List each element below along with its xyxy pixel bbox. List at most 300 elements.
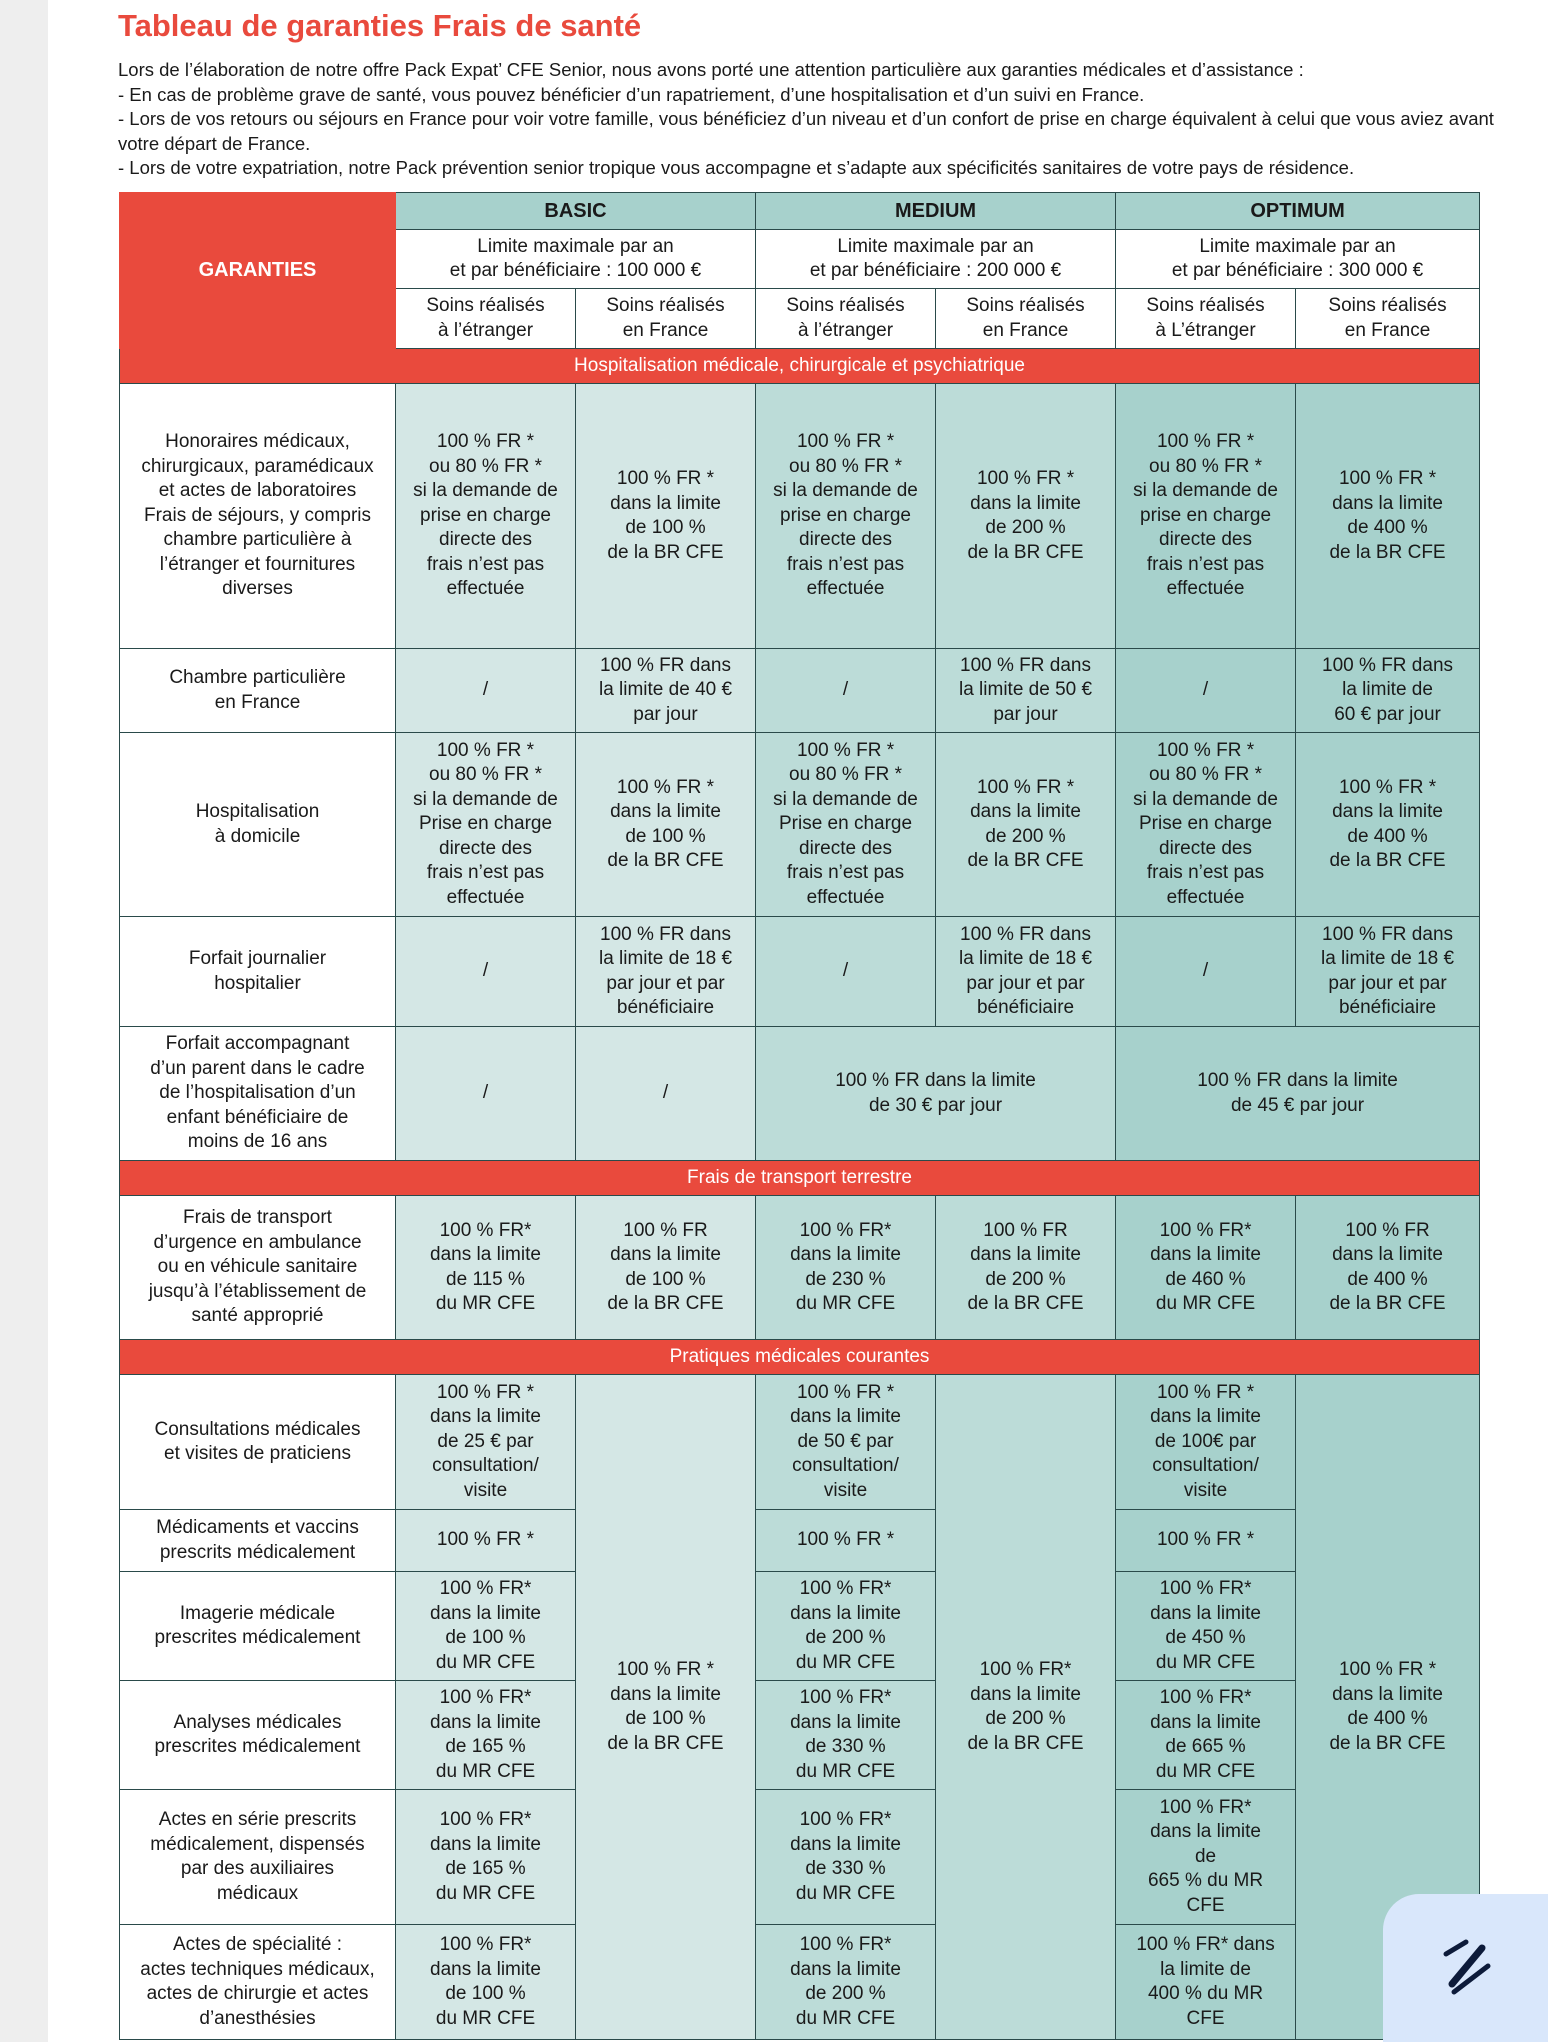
cell-text-line: 100 % FR * <box>436 1529 535 1551</box>
medium-abroad-header: Soins réalisés à l’étranger <box>756 289 936 349</box>
cell-text-line: 100 % FR* <box>439 1687 532 1708</box>
cell-text-line: CFE <box>1186 1894 1225 1916</box>
cell-text-line: de 230 % <box>805 1268 886 1290</box>
cell-text-line: CFE <box>1186 2007 1225 2029</box>
cell-text-line: ou 80 % FR * <box>1149 764 1263 786</box>
cell-text-line: de 100 % <box>445 1627 526 1648</box>
cell-text-line: 100 % FR <box>983 1219 1068 1241</box>
cell-text-line: consultation/ <box>792 1455 899 1477</box>
cell-medium-abroad <box>756 1375 936 1510</box>
cell-text-line: du MR CFE <box>435 1760 536 1782</box>
cell-text-line: du MR CFE <box>435 1651 536 1673</box>
cell-text-line: de 30 € par jour <box>868 1094 1003 1116</box>
cell-text-line: dans la limite <box>430 1958 541 1980</box>
cell-text-line: dans la limite <box>970 1244 1081 1265</box>
cell-basic-france <box>576 384 756 649</box>
cell-text-line: effectuée <box>806 578 885 600</box>
row-label-actes-serie <box>120 1790 396 1925</box>
cell-text-line: directe des <box>1159 837 1252 859</box>
cell-text-line: Consultations médicales <box>154 1418 361 1440</box>
cell-basic-france <box>576 1027 756 1161</box>
cell-text-line: en France <box>214 691 301 713</box>
cell-text-line: de 330 % <box>805 1736 886 1757</box>
cell-text-line: de 100 % <box>445 1983 526 2004</box>
cell-text-line: dans la limite <box>610 492 721 514</box>
cell-text-line: jusqu’à l’établissement de <box>148 1280 367 1302</box>
edit-pen-icon <box>1438 1936 1498 2000</box>
cell-text-line: la limite de 18 € <box>1320 948 1455 969</box>
cell-text-line: 100 % FR dans <box>1322 654 1454 676</box>
cell-text-line: de 200 % <box>805 1627 886 1648</box>
cell-text-line: de 25 € par <box>437 1430 534 1452</box>
cell-text-line: Forfait journalier <box>188 948 327 969</box>
cell-text-line: dans la limite <box>970 1683 1081 1705</box>
cell-text-line: chirurgicaux, paramédicaux <box>141 455 374 477</box>
medium-france-header: Soins réalisés en France <box>936 289 1116 349</box>
cell-text-line: la limite de <box>1342 679 1433 701</box>
table-row <box>120 1572 1480 1681</box>
table-row <box>120 1196 1480 1340</box>
cell-text-line: 100 % FR <box>623 1219 708 1241</box>
cell-text-line: de la BR CFE <box>967 1732 1084 1754</box>
cell-text-line: ou 80 % FR * <box>789 764 903 786</box>
cell-text-line: effectuée <box>1166 886 1245 908</box>
basic-abroad-header: Soins réalisés à l’étranger <box>396 289 576 349</box>
cell-optimum-france <box>1296 917 1480 1027</box>
cell-optimum-abroad <box>1116 917 1296 1027</box>
table-row <box>120 384 1480 649</box>
row-label-chambre <box>120 649 396 733</box>
cell-text-line: d’urgence en ambulance <box>153 1231 362 1253</box>
intro-text <box>118 58 1528 181</box>
cell-text-line: du MR CFE <box>1155 1651 1256 1673</box>
cell-text-line: Médicaments et vaccins <box>156 1517 359 1538</box>
cell-text-line: frais n’est pas <box>426 862 545 884</box>
cell-text-line: par des auxiliaires <box>180 1858 335 1879</box>
table-row <box>120 1925 1480 2040</box>
cell-text-line: de 45 € par jour <box>1230 1094 1365 1116</box>
cell-basic-france <box>576 733 756 917</box>
cell-text-line: 100 % FR* <box>1159 1796 1252 1818</box>
cell-basic-abroad <box>396 1572 576 1681</box>
cell-text-line: / <box>842 960 849 982</box>
cell-text-line: de la BR CFE <box>967 1293 1084 1314</box>
cell-text-line: dans la limite <box>1150 1711 1261 1733</box>
cell-text-line: la limite de 18 € <box>958 948 1093 969</box>
row-label-medicaments <box>120 1510 396 1572</box>
cell-text-line: par jour <box>633 703 698 725</box>
cell-text-line: de la BR CFE <box>607 850 724 871</box>
cell-basic-abroad <box>396 1790 576 1925</box>
cell-text-line: 100 % FR * <box>1338 1659 1437 1680</box>
cell-text-line: effectuée <box>1166 578 1245 600</box>
cell-basic-abroad <box>396 1196 576 1340</box>
cell-text-line: frais n’est pas <box>426 553 545 575</box>
cell-text-line: 100 % FR* <box>439 1578 532 1599</box>
cell-text-line: actes de chirurgie et actes <box>146 1983 369 2004</box>
cell-text-line: 100 % FR <box>1345 1219 1430 1241</box>
cell-medium-merged <box>756 1027 1116 1161</box>
cell-text-line: 100 % FR* <box>439 1219 532 1241</box>
row-label-honoraires <box>120 384 396 649</box>
cell-text-line: hospitalier <box>214 972 301 994</box>
cell-text-line: de 450 % <box>1165 1627 1246 1648</box>
cell-text-line: de 400 % <box>1347 1268 1428 1290</box>
cell-text-line: effectuée <box>806 886 885 908</box>
cell-basic-abroad <box>396 1925 576 2040</box>
cell-text-line: 100 % FR * <box>436 1381 535 1403</box>
cell-text-line: de 165 % <box>445 1858 526 1879</box>
row-label-specialite <box>120 1925 396 2040</box>
cell-text-line: si la demande de <box>1133 788 1278 810</box>
cell-text-line: médicaux <box>216 1882 299 1904</box>
cell-text-line: par jour et par <box>1328 972 1447 994</box>
cell-optimum-abroad <box>1116 1681 1296 1790</box>
cell-text-line: 100 % FR * <box>796 739 895 761</box>
cell-text-line: 100 % FR * <box>436 739 535 761</box>
cell-text-line: dans la limite <box>430 1406 541 1428</box>
cell-text-line: de 100 % <box>625 825 706 847</box>
cell-text-line: frais n’est pas <box>1146 553 1265 575</box>
cell-text-line: prise en charge <box>1140 504 1272 526</box>
cell-text-line: dans la limite <box>610 1244 721 1265</box>
cell-basic-abroad <box>396 1027 576 1161</box>
cell-text-line: la limite de 40 € <box>598 679 733 701</box>
cell-optimum-abroad <box>1116 1375 1296 1510</box>
cell-text-line: prise en charge <box>780 504 911 526</box>
cell-optimum-abroad <box>1116 1510 1296 1572</box>
cell-text-line: l’étranger et fournitures <box>159 553 356 575</box>
cell-text-line: 100 % FR dans <box>600 654 731 676</box>
cell-text-line: directe des <box>439 837 532 859</box>
cell-basic-france <box>576 917 756 1027</box>
cell-text-line: Actes en série prescrits <box>158 1809 357 1830</box>
cell-text-line: 100 % FR* <box>799 1934 892 1955</box>
cell-optimum-france <box>1296 649 1480 733</box>
plan-basic-limit: Limite maximale par an et par bénéficiaire : 100 000 € <box>396 230 756 289</box>
cell-text-line: dans la limite <box>430 1602 541 1624</box>
row-label-forfait-journalier <box>120 917 396 1027</box>
cell-text-line: diverses <box>222 578 293 600</box>
cell-text-line: visite <box>463 1479 508 1501</box>
cell-text-line: 100 % FR * <box>796 1529 895 1551</box>
cell-text-line: par jour et par <box>606 972 725 994</box>
cell-text-line: consultation/ <box>432 1455 539 1477</box>
row-label-consultations <box>120 1375 396 1510</box>
cell-text-line: de 100€ par <box>1154 1430 1257 1452</box>
cell-text-line: 100 % FR * <box>436 431 535 453</box>
cell-text-line: ou 80 % FR * <box>429 455 542 477</box>
cell-text-line: prescrits médicalement <box>159 1541 356 1563</box>
cell-medium-abroad <box>756 1925 936 2040</box>
cell-text-line: moins de 16 ans <box>187 1131 328 1153</box>
cell-text-line: Hospitalisation <box>195 801 320 822</box>
cell-text-line: Actes de spécialité : <box>173 1934 342 1955</box>
cell-text-line: dans la limite <box>790 1711 901 1733</box>
plan-optimum-limit: Limite maximale par an et par bénéficiaire : 300 000 € <box>1116 230 1480 289</box>
cell-basic-abroad <box>396 1375 576 1510</box>
cell-text-line: dans la limite <box>790 1833 901 1855</box>
cell-optimum-abroad <box>1116 733 1296 917</box>
cell-medium-france <box>936 649 1116 733</box>
cell-text-line: dans la limite <box>790 1602 901 1624</box>
table-row <box>120 1027 1480 1161</box>
cell-text-line: prescrites médicalement <box>154 1627 361 1648</box>
cell-text-line: la limite de 18 € <box>598 948 733 969</box>
cell-text-line: du MR CFE <box>795 2007 896 2029</box>
cell-medium-abroad <box>756 1681 936 1790</box>
cell-text-line: 100 % FR dans la limite <box>835 1070 1036 1091</box>
cell-basic-abroad <box>396 384 576 649</box>
cell-text-line: frais n’est pas <box>786 862 905 884</box>
cell-text-line: dans la limite <box>1150 1602 1261 1624</box>
cell-medium-abroad <box>756 1790 936 1925</box>
cell-text-line: 100 % FR dans <box>960 654 1091 676</box>
cell-text-line: 100 % FR * <box>1156 1381 1255 1403</box>
cell-optimum-merged <box>1116 1027 1480 1161</box>
cell-text-line: 400 % du MR <box>1147 1983 1264 2004</box>
cell-text-line: Prise en charge <box>418 813 553 835</box>
cell-text-line: de la BR CFE <box>1329 1293 1446 1314</box>
cell-text-line: dans la limite <box>1150 1244 1261 1265</box>
cell-text-line: 100 % FR* <box>979 1659 1072 1680</box>
optimum-abroad-header: Soins réalisés à L’étranger <box>1116 289 1296 349</box>
cell-text-line: / <box>1202 679 1209 701</box>
cell-text-line: de 115 % <box>446 1268 525 1290</box>
cell-text-line: de <box>1194 1845 1217 1867</box>
cell-basic-abroad <box>396 649 576 733</box>
document-page <box>48 0 1548 2042</box>
cell-text-line: Honoraires médicaux, <box>165 431 350 453</box>
cell-text-line: de la BR CFE <box>607 1293 724 1314</box>
cell-text-line: de la BR CFE <box>1329 850 1446 871</box>
cell-text-line: prescrites médicalement <box>154 1736 361 1757</box>
cell-text-line: 100 % FR* <box>799 1687 892 1708</box>
cell-text-line: Frais de transport <box>183 1207 332 1229</box>
cell-text-line: de 330 % <box>805 1858 886 1879</box>
cell-text-line: 100 % FR * <box>1338 776 1437 798</box>
intro-line: Lors de l’élaboration de notre offre Pack Expat’ CFE Senior, nous avons porté une attention particulière aux garanties médicales et d’assistance : <box>118 59 1304 80</box>
cell-text-line: la limite de <box>1160 1958 1251 1980</box>
cell-basic-abroad <box>396 1681 576 1790</box>
cell-text-line: dans la limite <box>1150 1406 1261 1428</box>
table-row <box>120 733 1480 917</box>
cell-text-line: par jour et par <box>966 972 1085 994</box>
cell-text-line: de la BR CFE <box>967 541 1084 563</box>
cell-text-line: 100 % FR* <box>1159 1687 1252 1708</box>
cell-text-line: de 100 % <box>625 517 706 538</box>
cell-text-line: prise en charge <box>420 504 551 526</box>
cell-text-line: par jour <box>993 703 1058 725</box>
cell-medium-abroad <box>756 1196 936 1340</box>
cell-text-line: dans la limite <box>1332 1244 1443 1265</box>
cell-text-line: 100 % FR* <box>799 1578 892 1599</box>
cell-text-line: directe des <box>439 529 532 551</box>
cell-medium-abroad <box>756 384 936 649</box>
cell-medium-abroad <box>756 733 936 917</box>
cell-text-line: de 200 % <box>985 825 1066 847</box>
cell-text-line: 100 % FR * <box>1156 739 1255 761</box>
cell-text-line: de 400 % <box>1347 825 1428 847</box>
cell-text-line: / <box>1202 960 1209 982</box>
cell-text-line: visite <box>1183 1479 1228 1501</box>
cell-medium-france <box>936 917 1116 1027</box>
cell-text-line: du MR CFE <box>795 1882 896 1904</box>
cell-text-line: du MR CFE <box>1155 1293 1256 1314</box>
cell-text-line: à domicile <box>214 825 301 847</box>
plan-basic-header: BASIC <box>396 193 756 230</box>
cell-text-line: de 665 % <box>1165 1736 1246 1757</box>
cell-text-line: Imagerie médicale <box>179 1602 336 1624</box>
cell-text-line: actes techniques médicaux, <box>140 1958 375 1980</box>
cell-text-line: dans la limite <box>1150 1821 1261 1843</box>
cell-text-line: dans la limite <box>790 1406 901 1428</box>
cell-text-line: / <box>482 960 489 982</box>
cell-text-line: Prise en charge <box>1138 813 1273 835</box>
plan-medium-limit: Limite maximale par an et par bénéficiaire : 200 000 € <box>756 230 1116 289</box>
cell-text-line: de la BR CFE <box>967 850 1084 871</box>
table-row <box>120 1681 1480 1790</box>
cell-text-line: si la demande de <box>773 480 918 502</box>
cell-text-line: Chambre particulière <box>169 667 346 688</box>
cell-text-line: effectuée <box>446 578 525 600</box>
cell-text-line: Analyses médicales <box>173 1711 342 1733</box>
cell-text-line: de la BR CFE <box>607 1732 724 1754</box>
cell-text-line: Prise en charge <box>778 813 913 835</box>
cell-text-line: d’un parent dans le cadre <box>150 1057 365 1079</box>
row-label-accompagnant <box>120 1027 396 1161</box>
cell-optimum-france <box>1296 1196 1480 1340</box>
cell-text-line: / <box>662 1082 669 1104</box>
cell-text-line: de 200 % <box>985 517 1066 538</box>
cell-text-line: santé approprié <box>191 1305 324 1327</box>
basic-france-header: Soins réalisés en France <box>576 289 756 349</box>
cell-text-line: 100 % FR * <box>1156 431 1255 453</box>
cell-text-line: dans la limite <box>970 801 1081 822</box>
cell-text-line: enfant bénéficiaire de <box>166 1106 349 1128</box>
cell-text-line: visite <box>823 1479 868 1501</box>
cell-text-line: dans la limite <box>790 1244 901 1265</box>
cell-medium-france <box>936 384 1116 649</box>
edit-button[interactable] <box>1383 1894 1548 2042</box>
cell-text-line: du MR CFE <box>1155 1760 1256 1782</box>
cell-basic-france <box>576 649 756 733</box>
cell-text-line: 100 % FR* <box>439 1809 532 1830</box>
intro-line: - Lors de vos retours ou séjours en France pour voir votre famille, vous bénéficiez d’un niveau et d’un confort de prise en charge équivalent à celui que vous aviez avant votre départ de France. <box>118 108 1494 154</box>
cell-text-line: et visites de praticiens <box>164 1443 351 1464</box>
cell-text-line: de 100 % <box>625 1268 706 1290</box>
cell-text-line: si la demande de <box>773 788 918 810</box>
cell-text-line: frais n’est pas <box>1146 862 1265 884</box>
cell-text-line: dans la limite <box>1332 801 1443 822</box>
cell-text-line: de 200 % <box>985 1708 1066 1729</box>
cell-text-line: 100 % FR dans <box>600 923 731 945</box>
cell-basic-france-merged <box>576 1375 756 2040</box>
cell-text-line: dans la limite <box>430 1833 541 1855</box>
cell-optimum-abroad <box>1116 384 1296 649</box>
table-row <box>120 649 1480 733</box>
cell-optimum-abroad <box>1116 1572 1296 1681</box>
cell-text-line: de 200 % <box>985 1268 1066 1290</box>
cell-text-line: si la demande de <box>413 480 558 502</box>
row-label-transport <box>120 1196 396 1340</box>
cell-text-line: de 400 % <box>1347 517 1428 538</box>
cell-text-line: du MR CFE <box>435 1293 536 1314</box>
table-row <box>120 1790 1480 1925</box>
section-pratiques: Pratiques médicales courantes <box>120 1340 1480 1375</box>
cell-text-line: si la demande de <box>413 788 558 810</box>
section-transport: Frais de transport terrestre <box>120 1161 1480 1196</box>
cell-medium-france <box>936 1196 1116 1340</box>
cell-text-line: dans la limite <box>790 1958 901 1980</box>
cell-text-line: directe des <box>799 837 892 859</box>
garanties-header: GARANTIES <box>120 193 396 349</box>
cell-text-line: bénéficiaire <box>1338 997 1437 1018</box>
cell-text-line: de la BR CFE <box>607 541 724 563</box>
cell-text-line: ou 80 % FR * <box>789 455 903 477</box>
cell-text-line: dans la limite <box>430 1244 541 1265</box>
cell-text-line: Frais de séjours, y compris <box>143 504 371 526</box>
cell-basic-abroad <box>396 1510 576 1572</box>
cell-text-line: ou 80 % FR * <box>429 764 542 786</box>
cell-optimum-abroad <box>1116 1790 1296 1925</box>
row-label-domicile <box>120 733 396 917</box>
cell-text-line: frais n’est pas <box>786 553 905 575</box>
intro-line: - Lors de votre expatriation, notre Pack prévention senior tropique vous accompagne et s’adapte aux spécificités sanitaires de votre pays de résidence. <box>118 157 1355 178</box>
plan-medium-header: MEDIUM <box>756 193 1116 230</box>
cell-text-line: de la BR CFE <box>1329 541 1446 563</box>
plan-optimum-header: OPTIMUM <box>1116 193 1480 230</box>
cell-text-line: 100 % FR* <box>1159 1219 1252 1241</box>
cell-text-line: 100 % FR * <box>976 776 1075 798</box>
cell-text-line: de 50 € par <box>797 1430 894 1452</box>
cell-text-line: 100 % FR * <box>1156 1529 1255 1551</box>
cell-text-line: 60 € par jour <box>1334 703 1441 725</box>
cell-medium-abroad <box>756 649 936 733</box>
cell-text-line: chambre particulière à <box>163 529 352 551</box>
cell-text-line: ou en véhicule sanitaire <box>157 1256 358 1278</box>
cell-text-line: dans la limite <box>1332 492 1443 514</box>
cell-text-line: si la demande de <box>1133 480 1278 502</box>
cell-basic-abroad <box>396 733 576 917</box>
cell-text-line: 665 % du MR <box>1147 1870 1264 1892</box>
cell-text-line: d’anesthésies <box>199 2007 316 2029</box>
cell-text-line: et actes de laboratoires <box>158 480 357 502</box>
cell-text-line: 100 % FR * <box>1338 468 1437 489</box>
cell-text-line: / <box>482 1082 489 1104</box>
cell-text-line: 100 % FR * <box>796 1381 895 1403</box>
cell-text-line: de 165 % <box>445 1736 526 1757</box>
cell-text-line: de 100 % <box>625 1708 706 1729</box>
cell-text-line: dans la limite <box>610 801 721 822</box>
cell-text-line: 100 % FR * <box>796 431 895 453</box>
cell-text-line: 100 % FR* <box>799 1219 892 1241</box>
cell-text-line: la limite de 50 € <box>958 679 1093 701</box>
cell-text-line: du MR CFE <box>435 2007 536 2029</box>
cell-optimum-abroad <box>1116 649 1296 733</box>
intro-line: - En cas de problème grave de santé, vous pouvez bénéficier d’un rapatriement, d’une hospitalisation et d’un suivi en France. <box>118 83 1145 105</box>
optimum-france-header: Soins réalisés en France <box>1296 289 1480 349</box>
table-row <box>120 917 1480 1027</box>
row-label-imagerie <box>120 1572 396 1681</box>
cell-text-line: effectuée <box>446 886 525 908</box>
cell-text-line: bénéficiaire <box>976 997 1075 1018</box>
cell-text-line: bénéficiaire <box>616 997 715 1018</box>
cell-text-line: consultation/ <box>1152 1455 1259 1477</box>
table-row <box>120 1375 1480 1510</box>
cell-optimum-abroad <box>1116 1196 1296 1340</box>
cell-optimum-abroad <box>1116 1925 1296 2040</box>
